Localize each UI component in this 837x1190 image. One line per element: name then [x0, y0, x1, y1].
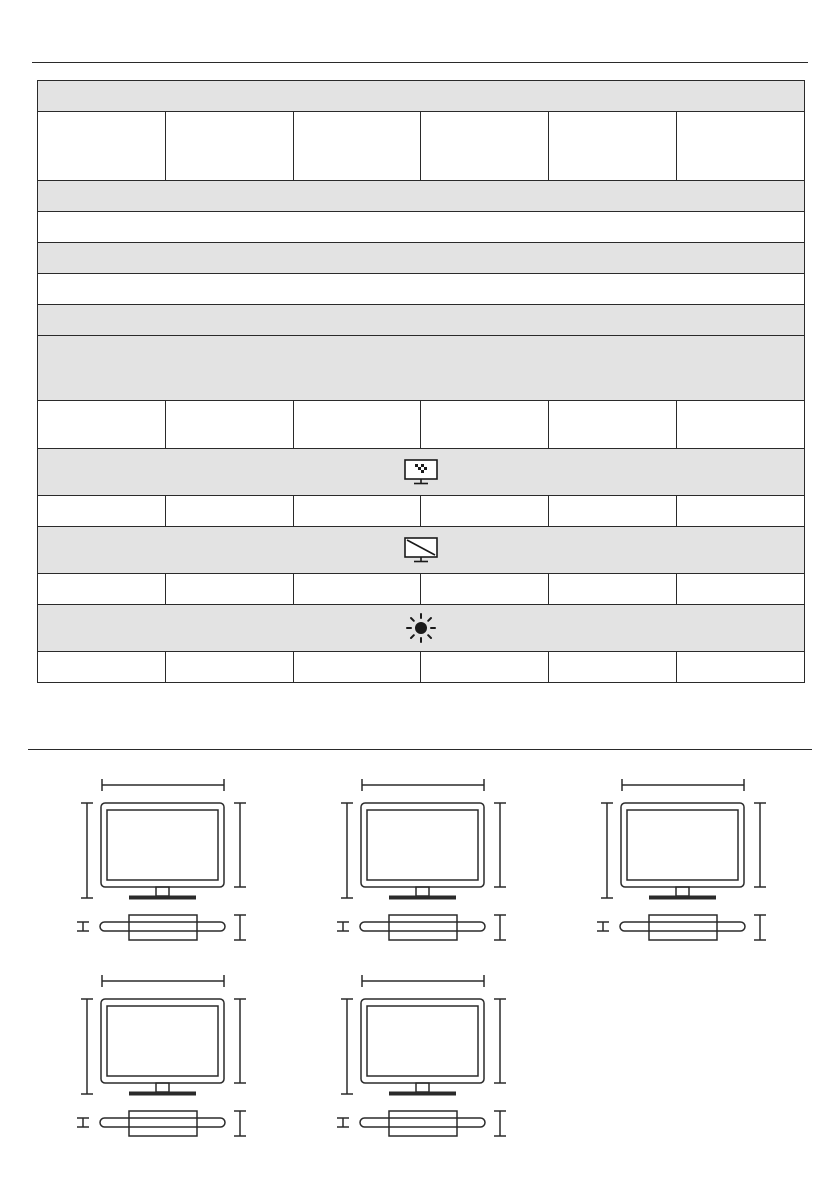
table-row [38, 212, 805, 243]
section-header-cell-tall [38, 336, 805, 401]
table-row [38, 527, 805, 574]
value-cell [421, 401, 549, 449]
table-row [38, 181, 805, 212]
value-cell [38, 112, 166, 181]
table-row [38, 336, 805, 401]
section-header-cell [38, 81, 805, 112]
brightness-icon [405, 612, 437, 644]
value-cell [549, 401, 677, 449]
value-cell [549, 496, 677, 527]
value-cell [549, 652, 677, 683]
tv-dimension-diagram-icon [330, 770, 510, 945]
table-row [38, 305, 805, 336]
tv-dimension-diagram [70, 966, 250, 1146]
value-cell [549, 574, 677, 605]
tv-dimension-diagram-icon [330, 966, 510, 1141]
value-cell [677, 496, 805, 527]
value-cell-wide [38, 274, 805, 305]
section-header-cell [38, 243, 805, 274]
tv-dimension-diagram [590, 770, 770, 950]
value-cell [38, 496, 166, 527]
icon-header-cell [38, 527, 805, 574]
value-cell [677, 112, 805, 181]
table-row [38, 81, 805, 112]
tv-dimension-diagram [330, 770, 510, 950]
tv-dimension-diagram-icon [70, 966, 250, 1141]
value-cell [166, 652, 294, 683]
value-cell-wide [38, 212, 805, 243]
table-row [38, 401, 805, 449]
monitor-on-icon [403, 458, 439, 486]
value-cell [38, 401, 166, 449]
monitor-off-icon [403, 536, 439, 564]
value-cell [677, 652, 805, 683]
tv-dimension-diagram-icon [590, 770, 770, 945]
value-cell [294, 574, 421, 605]
value-cell [677, 401, 805, 449]
tv-dimension-diagram-icon [70, 770, 250, 945]
value-cell [294, 401, 421, 449]
tv-dimension-diagram [330, 966, 510, 1146]
value-cell [677, 574, 805, 605]
value-cell [166, 574, 294, 605]
top-rule [32, 62, 808, 63]
value-cell [421, 496, 549, 527]
table-row [38, 605, 805, 652]
table-row [38, 652, 805, 683]
tv-dimension-diagram [70, 770, 250, 950]
value-cell [294, 652, 421, 683]
value-cell [421, 652, 549, 683]
value-cell [38, 652, 166, 683]
value-cell [549, 112, 677, 181]
value-cell [38, 574, 166, 605]
value-cell [421, 112, 549, 181]
icon-header-cell [38, 605, 805, 652]
table-row [38, 574, 805, 605]
spec-table [37, 80, 805, 683]
section-rule [28, 749, 812, 750]
section-header-cell [38, 305, 805, 336]
section-header-cell [38, 181, 805, 212]
table-row [38, 112, 805, 181]
value-cell [421, 574, 549, 605]
table-row [38, 496, 805, 527]
value-cell [166, 112, 294, 181]
table-row [38, 274, 805, 305]
value-cell [294, 496, 421, 527]
table-row [38, 243, 805, 274]
table-row [38, 449, 805, 496]
value-cell [294, 112, 421, 181]
value-cell [166, 401, 294, 449]
icon-header-cell [38, 449, 805, 496]
value-cell [166, 496, 294, 527]
